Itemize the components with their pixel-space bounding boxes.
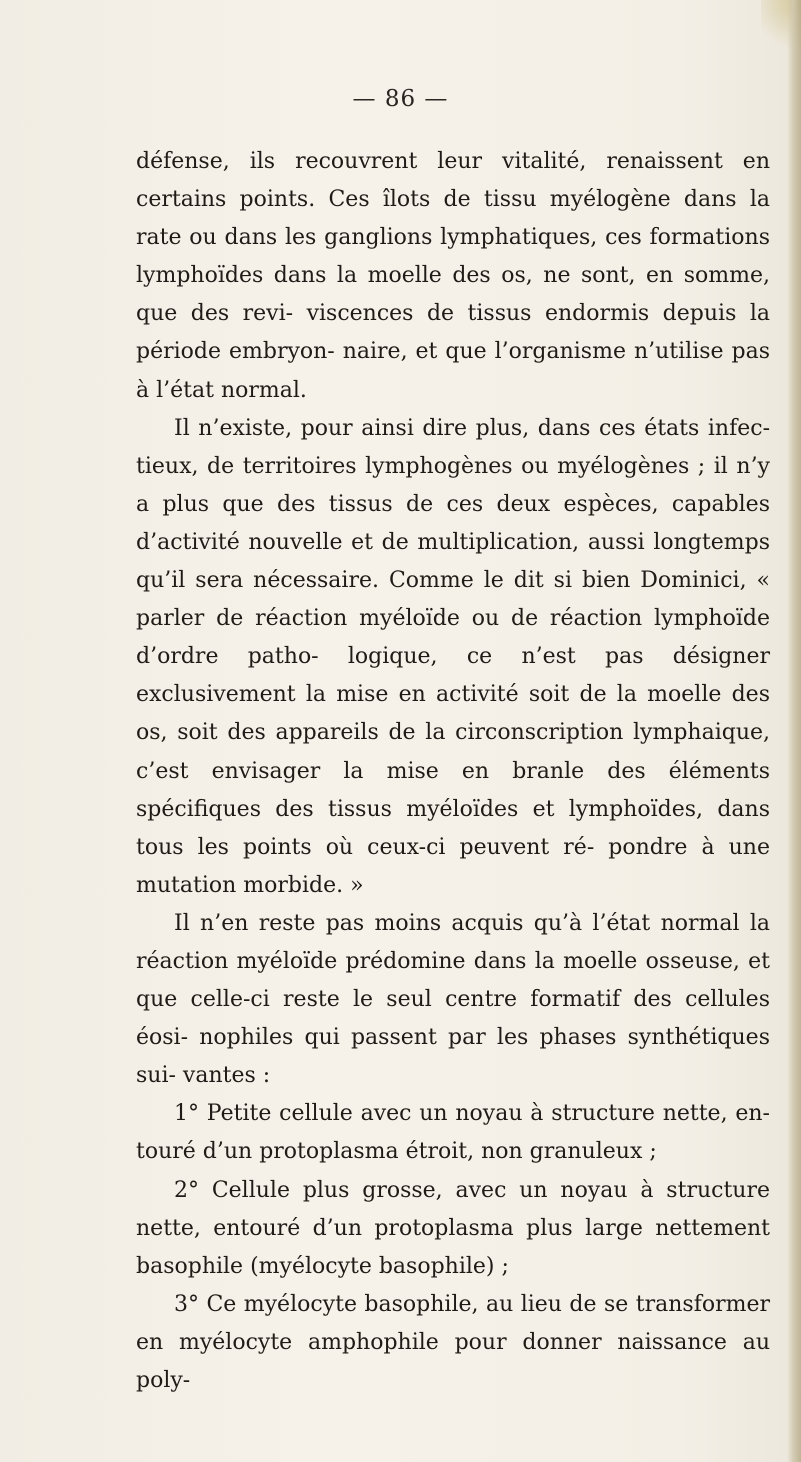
page-edge-shadow [787,0,801,1462]
paragraph-2: Il n’existe, pour ainsi dire plus, dans ces états infec- tieux, de territoires lymphogènes ou myélogènes ; il n’y a plus que des tissus de ces deux espèces, capables d’activité nouvelle et de multiplication, aussi longtemps qu’il sera nécessaire. Comme le dit si bien Dominici, « parler de réaction myéloïde ou de réaction lymphoïde d’ordre patho- logique, ce n’est pas désigner exclusivement la mise en activité soit de la moelle des os, soit des appareils de la circonscription lymphaique, c’est envisager la mise en branle des éléments spécifiques des tissus myéloïdes et lymphoïdes, dans tous les points où ceux-ci peuvent ré- pondre à une mutation morbide. » [136,415,770,898]
paragraph-1: défense, ils recouvrent leur vitalité, renaissent en certains points. Ces îlots de tissu myélogène dans la rate ou dans les ganglions lymphatiques, ces formations lymphoïdes dans la moelle des os, ne sont, en somme, que des revi- viscences de tissus endormis depuis la période embryon- naire, et que l’organisme n’utilise pas à l’état normal. [136,149,770,403]
page-number-header: — 86 — [352,86,449,112]
list-item-3: 3° Ce myélocyte basophile, au lieu de se transformer en myélocyte amphophile pour donner naissance au poly- [136,1291,770,1393]
list-item-2: 2° Cellule plus grosse, avec un noyau à structure nette, entouré d’un protoplasma plus large nettement basophile (myélocyte basophile) ; [136,1177,770,1279]
body-text [136,143,770,1400]
list-item-1: 1° Petite cellule avec un noyau à structure nette, en- touré d’un protoplasma étroit, non granuleux ; [136,1101,770,1165]
paragraph-3: Il n’en reste pas moins acquis qu’à l’état normal la réaction myéloïde prédomine dans la moelle osseuse, et que celle-ci reste le seul centre formatif des cellules éosi- nophiles qui passent par les phases synthétiques sui- vantes : [136,910,770,1089]
